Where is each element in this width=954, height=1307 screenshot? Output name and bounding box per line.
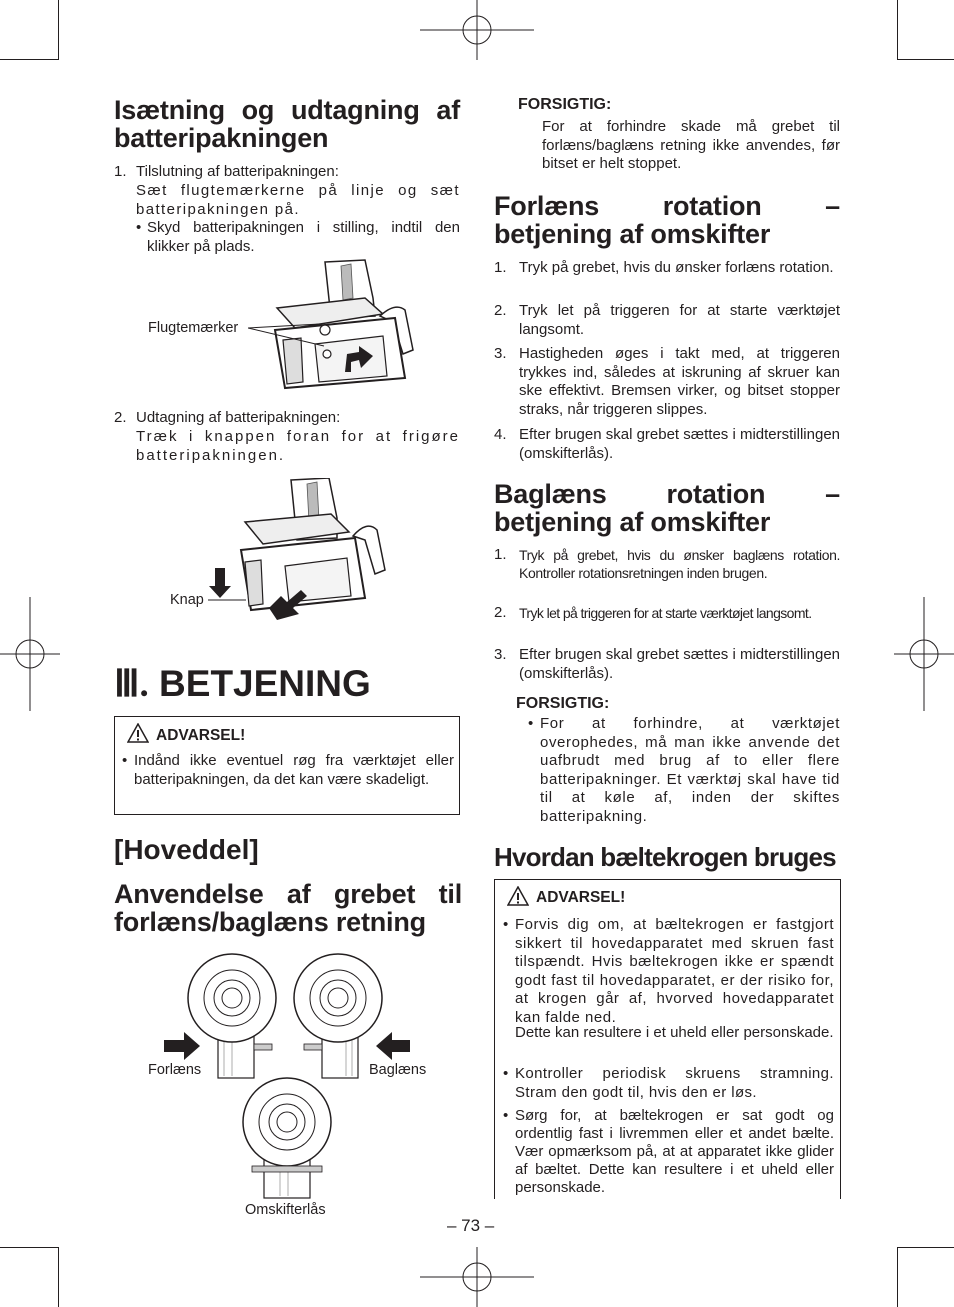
registration-crosshair-icon: [894, 597, 954, 711]
bullet-mark: •: [503, 1065, 509, 1082]
step-1-title: Tilslutning af batteripakningen:: [136, 163, 339, 180]
bullet-mark: •: [503, 1107, 509, 1124]
list-item: [494, 426, 840, 466]
caution-text: For at forhindre skade må grebet til forlæns/baglæns retning ikke anvendes, før bitset er helt stoppet.: [542, 118, 840, 172]
step-text: Tryk på grebet, hvis du ønsker forlæns rotation.: [519, 259, 834, 276]
belt-warning-box: [494, 879, 841, 1199]
step-number: 1.: [494, 546, 507, 563]
step-1-number: 1.: [114, 163, 127, 180]
forward-rotation-title: Forlæns rotation – betjening af omskifter: [494, 191, 840, 249]
step-2-number: 2.: [114, 409, 127, 426]
list-item: [494, 604, 840, 646]
step-number: 4.: [494, 426, 507, 443]
warning-title: ADVARSEL!: [156, 727, 246, 744]
leader-lines: [248, 320, 328, 350]
step-text: Tryk let på triggeren for at starte værktøjet langsomt.: [519, 605, 812, 621]
bullet-mark: •: [503, 916, 509, 933]
warning-box: [114, 716, 460, 815]
step-text: Efter brugen skal grebet sættes i midterstillingen (omskifterlås).: [519, 426, 840, 462]
chapter-numeral: Ⅲ.: [114, 664, 149, 705]
reverse-steps: [494, 546, 840, 686]
belt-item-3: Sørg for, at bæltekrogen er sat godt og ordentlig fast i livremmen eller et andet bælte. Vær opmærksom på, at at apparatet ikke glider af bæltet. Dette kan resultere i et uheld eller personskade.: [515, 1107, 834, 1196]
warning-triangle-icon: [507, 886, 529, 906]
list-item: [494, 302, 840, 345]
step-text: Tryk på grebet, hvis du ønsker baglæns rotation. Kontroller rotationsretningen inden brugen.: [519, 547, 840, 581]
list-item: [494, 546, 840, 604]
warning-triangle-icon: [127, 723, 149, 743]
list-item: [494, 646, 840, 686]
leader-line: [208, 596, 248, 606]
figure-label-reverse: Baglæns: [369, 1062, 427, 1078]
step-text: Efter brugen skal grebet sættes i midterstillingen (omskifterlås).: [519, 646, 840, 682]
step-1-bullet: Skyd batteripakningen i stilling, indtil den klikker på plads.: [147, 219, 460, 255]
chapter-heading: [114, 664, 371, 705]
belt-item-1b: Dette kan resultere i et uheld eller personskade.: [515, 1024, 834, 1041]
step-number: 2.: [494, 302, 507, 319]
step-number: 3.: [494, 646, 507, 663]
registration-crosshair-icon: [420, 0, 534, 60]
step-2-title: Udtagning af batteripakningen:: [136, 409, 341, 426]
list-item: [494, 345, 840, 426]
list-item: [494, 259, 840, 283]
caution-title: FORSIGTIG:: [518, 96, 612, 113]
belt-item-2: Kontroller periodisk skruens stramning. Stram den godt til, hvis den er løs.: [515, 1065, 834, 1101]
figure-label-button: Knap: [170, 592, 204, 608]
section-title-battery: Isætning og udtagning af batteripakningen: [114, 95, 460, 153]
subsection-main-body: [Hoveddel]: [114, 834, 259, 865]
step-2-text: Træk i knappen foran for at frigøre batteripakningen.: [136, 428, 460, 464]
step-1-text: Sæt flugtemærkerne på linje og sæt batteripakningen på.: [136, 182, 460, 218]
chapter-title: BETJENING: [159, 663, 371, 704]
step-text: Tryk let på triggeren for at starte værktøjet langsomt.: [519, 302, 840, 338]
step-number: 2.: [494, 604, 507, 621]
registration-crosshair-icon: [0, 597, 60, 711]
warning-text: Indånd ikke eventuel røg fra værktøjet eller batteripakningen, da det kan være skadeligt.: [134, 752, 454, 788]
figure-label-forward: Forlæns: [148, 1062, 202, 1078]
grip-section-title: Anvendelse af grebet til forlæns/baglæns retning: [114, 879, 462, 937]
belt-item-1: Forvis dig om, at bæltekrogen er fastgjort sikkert til hovedapparatet med skruen fast tilspændt. Hvis bæltekrogen ikke er spændt godt fast til hovedapparatet, er der risiko for, at krogen går af, hvorved hovedapparatet kan falde ned.: [515, 916, 834, 1026]
caution-2-text: For at forhindre, at værktøjet overophedes, må man ikke anvende det uafbrudt med brug af to eller flere batteripakninger. Et værktøj skal have tid til at køle af, inden der skiftes batteripakning.: [540, 715, 840, 825]
step-number: 3.: [494, 345, 507, 362]
figure-label-lock: Omskifterlås: [245, 1202, 326, 1218]
page-number: – 73 –: [447, 1216, 495, 1235]
belt-hook-title: Hvordan bæltekrogen bruges: [494, 842, 836, 872]
figure-label-alignment-marks: Flugtemærker: [148, 320, 239, 336]
caution-2-title: FORSIGTIG:: [516, 695, 610, 712]
belt-warning-title: ADVARSEL!: [536, 889, 626, 906]
bullet-mark: •: [528, 715, 534, 732]
registration-crosshair-icon: [420, 1247, 534, 1307]
step-number: 1.: [494, 259, 507, 276]
bullet-mark: •: [122, 752, 128, 769]
battery-remove-illustration: [205, 478, 390, 633]
forward-steps: [494, 259, 840, 466]
bullet-mark: •: [136, 219, 142, 236]
step-text: Hastigheden øges i takt med, at triggeren trykkes ind, således at iskruning af skruer kan ske effektivt. Bremsen virker, og bitset stopper straks, når triggeren slippes.: [519, 345, 840, 418]
reverse-rotation-title: Baglæns rotation – betjening af omskifter: [494, 479, 840, 537]
